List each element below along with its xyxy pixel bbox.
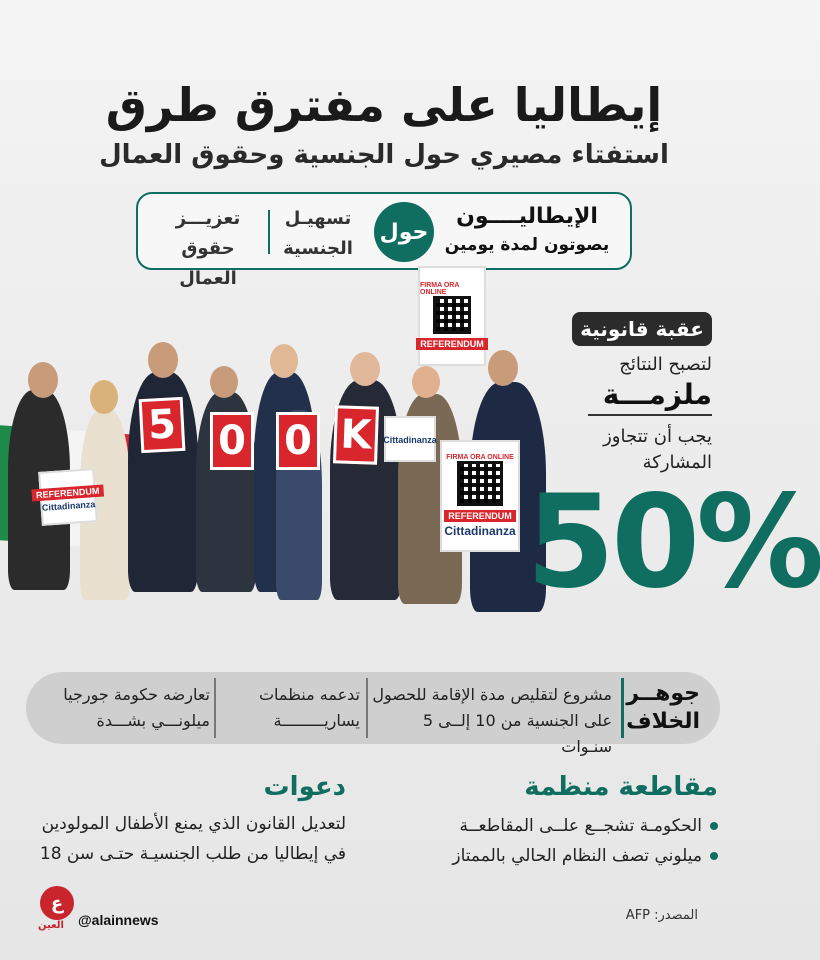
topic-citizenship-line2: الجنسية xyxy=(283,238,353,259)
dispute-divider xyxy=(621,678,624,738)
page-subtitle: استفتاء مصيري حول الجنسية وحقوق العمال xyxy=(99,140,669,170)
qr-code-icon xyxy=(433,296,471,334)
boycott-item xyxy=(398,846,718,866)
person-head xyxy=(90,380,118,414)
legal-obstacle-badge: عقبة قانونية xyxy=(572,312,712,346)
boycott-item-text: الحكومـة تشجــع علــى المقاطعــة xyxy=(459,816,702,836)
dispute-item-proposal-line1: مشروع لتقليص مدة الإقامة للحصول xyxy=(372,685,612,704)
topic-workers-line2: حقوق العمال xyxy=(179,238,237,289)
dispute-item-opposition-line1: تعارضه حكومة جورجيا xyxy=(63,685,210,704)
boycott-item-text: ميلوني تصف النظام الحالي بالممتاز xyxy=(452,846,702,866)
topic-citizenship-line1: تسهيـل xyxy=(284,208,352,229)
logo-text: العين xyxy=(38,920,64,931)
person-head xyxy=(148,342,178,378)
dispute-item-proposal-line2: على الجنسية من 10 إلــى 5 سنـوات xyxy=(422,711,612,756)
dispute-label xyxy=(626,680,700,736)
dispute-divider xyxy=(366,678,368,738)
dispute-item-proposal xyxy=(372,682,612,760)
calls-title: دعوات xyxy=(263,772,346,802)
page-title: إيطاليا على مفترق طرق xyxy=(105,78,663,132)
about-circle: حول xyxy=(374,202,434,262)
binding-line1: لتصبح النتائج xyxy=(619,354,712,375)
poster-name: Cittadinanza xyxy=(41,499,96,513)
voting-duration: يصوتون لمدة يومين xyxy=(444,235,610,255)
boycott-title: مقاطعة منظمة xyxy=(524,772,718,802)
requirement-line2: المشاركة xyxy=(642,452,712,473)
person-head xyxy=(210,366,238,398)
small-poster xyxy=(384,416,436,462)
qr-code-icon xyxy=(457,461,503,507)
person-head xyxy=(350,352,380,386)
boycott-item xyxy=(398,816,718,836)
voters-block xyxy=(442,204,612,255)
flag-poster xyxy=(35,468,100,526)
dispute-item-opposition-line2: ميلونـــي بشـــدة xyxy=(96,711,210,730)
voters-label: الإيطاليــــون xyxy=(456,204,598,229)
sign-letter: 5 xyxy=(139,397,186,453)
source-credit: المصدر: AFP xyxy=(625,908,698,923)
topic-divider xyxy=(268,210,270,254)
person-head xyxy=(28,362,58,398)
dispute-label-line1: جوهــر xyxy=(626,681,700,706)
sign-letter: K xyxy=(333,405,379,465)
qr-poster xyxy=(440,440,520,552)
legal-divider xyxy=(588,414,712,416)
sign-letter: 0 xyxy=(276,412,320,470)
calls-line2: في إيطاليا من طلب الجنسيـة حتـى سن 18 xyxy=(39,844,346,864)
dispute-item-support xyxy=(222,682,360,734)
poster-top-text: FIRMA ORA ONLINE xyxy=(420,281,460,296)
alain-logo-icon: ع xyxy=(40,886,74,920)
poster-name: Cittadinanza xyxy=(383,435,437,445)
dispute-bar xyxy=(26,672,720,756)
binding-line2: ملزمـــة xyxy=(602,378,712,411)
topic-citizenship xyxy=(278,204,358,264)
social-handle: @alainnews xyxy=(78,912,159,928)
dispute-divider xyxy=(214,678,216,738)
dispute-item-support-line2: يساريـــــــــة xyxy=(273,711,360,730)
turnout-threshold: 50% xyxy=(526,468,820,617)
dispute-label-line2: الخلاف xyxy=(626,709,700,734)
person-head xyxy=(270,344,298,378)
dispute-item-opposition xyxy=(40,682,210,734)
poster-tag: REFERENDUM xyxy=(416,338,488,350)
poster-name: Cittadinanza xyxy=(444,524,516,539)
qr-poster xyxy=(418,266,486,366)
poster-tag: REFERENDUM xyxy=(444,510,516,522)
calls-line1: لتعديل القانون الذي يمنع الأطفال المولودين xyxy=(41,814,346,834)
person-head xyxy=(488,350,518,386)
poster-tag: REFERENDUM xyxy=(32,485,104,502)
requirement-line1: يجب أن تتجاوز xyxy=(603,426,712,447)
bullet-icon xyxy=(710,852,718,860)
topic-workers xyxy=(150,204,266,294)
dispute-item-support-line1: تدعمه منظمات xyxy=(258,685,360,704)
person-head xyxy=(412,366,440,398)
topic-workers-line1: تعزيـــز xyxy=(175,208,241,229)
sign-letter: 0 xyxy=(210,412,254,470)
bullet-icon xyxy=(710,822,718,830)
poster-top-text: FIRMA ORA ONLINE xyxy=(446,453,514,461)
